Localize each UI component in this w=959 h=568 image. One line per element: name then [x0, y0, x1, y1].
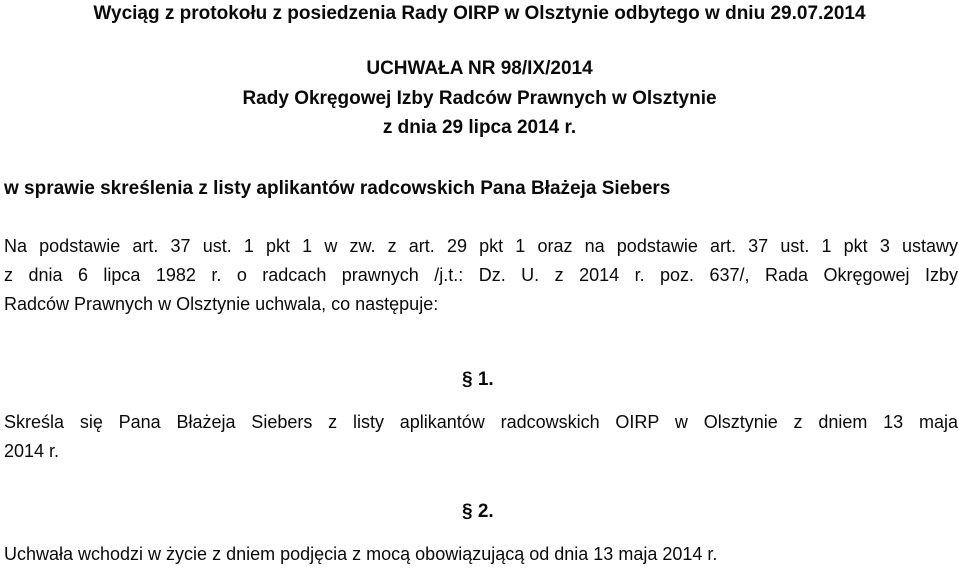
resolution-subject: w sprawie skreślenia z listy aplikantów radcowskich Pana Błażeja Siebers: [4, 178, 671, 199]
preamble-line: z dnia 6 lipca 1982 r. o radcach prawnych /j.t.: Dz. U. z 2014 r. poz. 637/, Rada Okręgowej Izby: [4, 265, 958, 285]
resolution-number: UCHWAŁA NR 98/IX/2014: [366, 58, 593, 79]
section-2-heading: § 2.: [462, 501, 494, 522]
preamble-line: Radców Prawnych w Olsztynie uchwala, co następuje:: [4, 294, 439, 314]
section-1-body: [4, 408, 958, 466]
preamble: [4, 232, 958, 319]
section-2-body: Uchwała wchodzi w życie z dniem podjęcia z mocą obowiązującą od dnia 13 maja 2014 r.: [4, 544, 718, 564]
section-1-heading: § 1.: [462, 369, 494, 390]
preamble-line: Na podstawie art. 37 ust. 1 pkt 1 w zw. z art. 29 pkt 1 oraz na podstawie art. 37 ust. 1 pkt 3 ustawy: [4, 236, 958, 256]
section-1-line: 2014 r.: [4, 441, 60, 461]
section-1-line: Skreśla się Pana Błażeja Siebers z listy aplikantów radcowskich OIRP w Olsztynie z dniem 13 maja: [4, 412, 958, 432]
resolution-date: z dnia 29 lipca 2014 r.: [382, 117, 577, 138]
resolution-issuer: Rady Okręgowej Izby Radców Prawnych w Olsztynie: [242, 88, 717, 109]
document-header: Wyciąg z protokołu z posiedzenia Rady OIRP w Olsztynie odbytego w dniu 29.07.2014: [93, 3, 866, 24]
